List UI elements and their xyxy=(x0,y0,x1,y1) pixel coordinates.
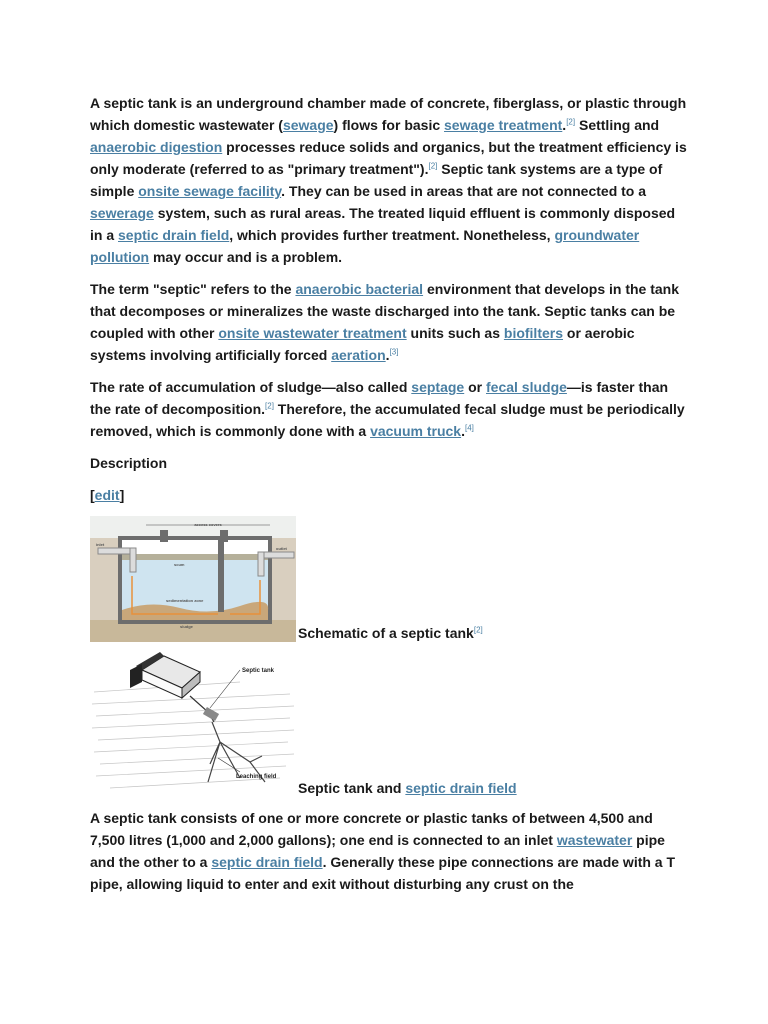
link-sewerage[interactable]: sewerage xyxy=(90,205,154,221)
text: system, such as rural areas. The treated liquid effluent is commonly disposed in a xyxy=(90,205,676,243)
paragraph-tank-construction xyxy=(90,807,690,895)
figure-label: outlet xyxy=(276,546,287,551)
septic-drain-field-image[interactable] xyxy=(90,652,296,797)
figure-label: scum xyxy=(174,562,185,567)
text: may occur and is a problem. xyxy=(149,249,343,265)
citation-ref[interactable]: [2] xyxy=(566,117,576,127)
text: or aerobic systems involving artificially forced xyxy=(90,325,635,363)
figure-caption xyxy=(296,624,483,642)
figure-drain-field xyxy=(90,642,690,797)
text: units such as xyxy=(406,325,504,341)
text: The term "septic" refers to the xyxy=(90,281,296,297)
link-onsite-wastewater-treatment[interactable]: onsite wastewater treatment xyxy=(218,325,407,341)
edit-link[interactable]: edit xyxy=(94,487,120,503)
text: —is faster than the rate of decomposition. xyxy=(90,379,669,417)
paragraph-intro xyxy=(90,92,690,268)
link-anaerobic-bacterial[interactable]: anaerobic bacterial xyxy=(295,281,424,297)
text: . xyxy=(385,347,390,363)
text: . They can be used in areas that are not connected to a xyxy=(281,183,647,199)
bracket: ] xyxy=(119,487,125,503)
paragraph-septic-term xyxy=(90,278,690,366)
link-onsite-sewage-facility[interactable]: onsite sewage facility xyxy=(138,183,282,199)
figure-label: Leaching field xyxy=(236,774,277,780)
paragraph-sludge xyxy=(90,376,690,442)
text: . xyxy=(461,423,465,439)
text: Therefore, the accumulated fecal sludge must be periodically removed, which is commonly done with a xyxy=(90,401,685,439)
text: Settling and xyxy=(575,117,660,133)
text: environment that develops in the tank that decomposes or mineralizes the waste discharged into the tank. Septic tanks can be coupled with other xyxy=(90,281,680,341)
figure-septic-schematic xyxy=(90,516,690,642)
link-fecal-sludge[interactable]: fecal sludge xyxy=(486,379,567,395)
article-body xyxy=(90,92,690,905)
caption-text: Schematic of a septic tank xyxy=(298,625,474,641)
bracket: [ xyxy=(90,487,95,503)
link-groundwater-pollution[interactable]: groundwater pollution xyxy=(90,227,640,265)
text: Septic tank systems are a type of simple xyxy=(90,161,663,199)
citation-ref[interactable]: [3] xyxy=(389,347,399,357)
link-septic-drain-field[interactable]: septic drain field xyxy=(118,227,230,243)
text: pipe and the other to a xyxy=(90,832,665,870)
link-septage[interactable]: septage xyxy=(411,379,465,395)
edit-section xyxy=(90,484,690,506)
figure-label: access covers xyxy=(194,522,222,527)
text: processes reduce solids and organics, but the treatment efficiency is only moderate (referred to as "primary treatment"). xyxy=(90,139,687,177)
citation-ref[interactable]: [4] xyxy=(465,423,474,433)
text: The rate of accumulation of sludge—also called xyxy=(90,379,412,395)
figure-label: sludge xyxy=(180,624,193,629)
citation-ref[interactable]: [2] xyxy=(473,625,483,635)
text: A septic tank consists of one or more concrete or plastic tanks of between 4,500 and 7,500 litres (1,000 and 2,000 gallons); one end is connected to an inlet xyxy=(90,810,653,848)
caption-text: Septic tank and xyxy=(298,780,406,796)
text: , which provides further treatment. Nonetheless, xyxy=(229,227,555,243)
text: . xyxy=(562,117,567,133)
text: A septic tank is an underground chamber made of concrete, fiberglass, or plastic through which domestic wastewater ( xyxy=(90,95,687,133)
link-septic-drain-field[interactable]: septic drain field xyxy=(405,780,517,796)
text: or xyxy=(464,379,486,395)
citation-ref[interactable]: [2] xyxy=(265,401,274,411)
link-septic-drain-field[interactable]: septic drain field xyxy=(211,854,323,870)
link-vacuum-truck[interactable]: vacuum truck xyxy=(370,423,462,439)
link-biofilters[interactable]: biofilters xyxy=(503,325,564,341)
link-aeration[interactable]: aeration xyxy=(331,347,386,363)
citation-ref[interactable]: [2] xyxy=(428,161,438,171)
septic-tank-schematic-image[interactable] xyxy=(90,516,296,642)
text: ) flows for basic xyxy=(333,117,445,133)
section-heading: Description xyxy=(90,455,168,471)
link-wastewater[interactable]: wastewater xyxy=(556,832,633,848)
link-sewage-treatment[interactable]: sewage treatment xyxy=(444,117,563,133)
link-sewage[interactable]: sewage xyxy=(282,117,334,133)
figure-label: sedimentation zone xyxy=(166,598,204,603)
text: . Generally these pipe connections are made with a T pipe, allowing liquid to enter and exit without disturbing any crust on the xyxy=(90,854,676,892)
link-anaerobic-digestion[interactable]: anaerobic digestion xyxy=(90,139,223,155)
figure-label: Septic tank xyxy=(242,668,275,674)
figure-label: inlet xyxy=(96,542,105,547)
figure-caption xyxy=(296,779,517,797)
